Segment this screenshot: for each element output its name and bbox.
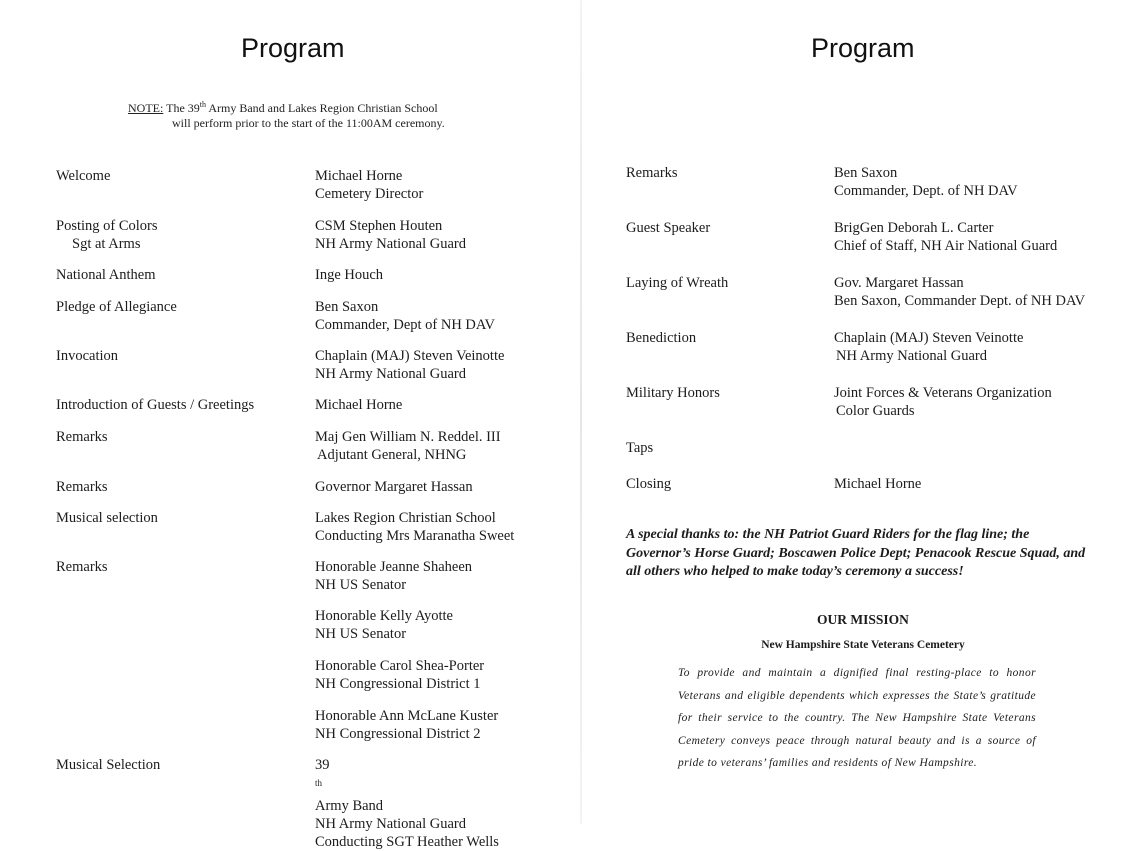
- value-line: Honorable Kelly Ayotte: [315, 608, 453, 624]
- program-item-value: [834, 274, 1085, 310]
- value-line: Commander, Dept. of NH DAV: [834, 183, 1018, 199]
- value-line: Governor Margaret Hassan: [315, 479, 473, 495]
- value-line: Ben Saxon: [834, 165, 898, 181]
- band-number-sup: th: [315, 778, 323, 788]
- program-item-label: Taps: [626, 440, 654, 456]
- program-item-label: Remarks: [56, 429, 108, 445]
- program-item-label: Guest Speaker: [626, 220, 711, 236]
- program-item-label: Invocation: [56, 348, 119, 364]
- program-item-value: [315, 217, 466, 253]
- value-line: NH Army National Guard: [315, 815, 467, 832]
- program-item-value: [315, 756, 499, 851]
- program-item-label: [56, 217, 158, 253]
- mission-heading: OUR MISSION: [817, 612, 909, 627]
- note-line1-start: The 39: [163, 101, 200, 115]
- value-line: Honorable Carol Shea-Porter: [315, 658, 485, 674]
- program-item-value: [315, 167, 423, 203]
- program-item-value: [834, 164, 1018, 200]
- program-item-value: [834, 475, 921, 493]
- value-line: Chaplain (MAJ) Steven Veinotte: [834, 330, 1024, 346]
- program-item-value: [315, 707, 498, 743]
- value-line: Ben Saxon, Commander Dept. of NH DAV: [834, 293, 1086, 309]
- value-line: Commander, Dept of NH DAV: [315, 317, 495, 333]
- value-line: NH Army National Guard: [315, 236, 467, 252]
- value-line: NH US Senator: [315, 577, 407, 593]
- value-line: [315, 756, 499, 815]
- value-line: NH Congressional District 1: [315, 676, 481, 692]
- value-line: Cemetery Director: [315, 186, 424, 202]
- mission-statement: To provide and maintain a dignified final resting-place to honor Veterans and eligible dependents which expresses the State’s gratitude for their service to the country. The New Hampshire State Veterans Cemetery conveys peace through natural beauty and is a source of pride to veterans’ families and residents of New Hampshire.: [678, 667, 1036, 769]
- value-line: NH Army National Guard: [315, 366, 467, 382]
- band-number: 39: [315, 757, 330, 773]
- program-item-value: [315, 347, 504, 383]
- value-line: Honorable Jeanne Shaheen: [315, 559, 473, 575]
- value-line: Conducting Mrs Maranatha Sweet: [315, 528, 515, 544]
- program-item-value: [315, 396, 402, 414]
- mission-subheading: New Hampshire State Veterans Cemetery: [761, 639, 965, 651]
- label-line: Sgt at Arms: [72, 236, 141, 252]
- page-title-left: Program: [241, 33, 345, 63]
- value-line: Gov. Margaret Hassan: [834, 275, 964, 291]
- value-line: Michael Horne: [315, 168, 403, 184]
- value-line: Honorable Ann McLane Kuster: [315, 708, 499, 724]
- program-item-value: [315, 478, 473, 496]
- program-item-value: [315, 558, 472, 594]
- program-item-label: Remarks: [626, 165, 678, 181]
- special-thanks: A special thanks to: the NH Patriot Guard Riders for the flag line; the Governor’s Horse Guard; Boscawen Police Dept; Penacook Rescue Squad, and all others who helped to make today’s ceremony a success!: [626, 527, 1086, 579]
- program-item-label: Welcome: [56, 168, 111, 184]
- value-line: Michael Horne: [834, 476, 922, 492]
- value-line: NH Congressional District 2: [315, 726, 481, 742]
- value-line: Conducting SGT Heather Wells: [315, 833, 499, 850]
- value-line: BrigGen Deborah L. Carter: [834, 220, 994, 236]
- value-line: CSM Stephen Houten: [315, 218, 443, 234]
- program-item-label: Musical selection: [56, 510, 158, 526]
- program-item-label: National Anthem: [56, 267, 156, 283]
- program-item-value: [834, 329, 1023, 365]
- page-title-right: Program: [811, 33, 915, 63]
- value-line: Chief of Staff, NH Air National Guard: [834, 238, 1058, 254]
- program-item-value: [315, 657, 484, 693]
- value-line: Inge Houch: [315, 267, 384, 283]
- value-line: Lakes Region Christian School: [315, 510, 496, 526]
- value-line: NH Army National Guard: [836, 348, 988, 364]
- performance-note: [128, 97, 445, 131]
- program-item-label: Laying of Wreath: [626, 275, 729, 291]
- value-line: Chaplain (MAJ) Steven Veinotte: [315, 348, 505, 364]
- band-name: Army Band: [315, 797, 384, 814]
- note-line1-end: Army Band and Lakes Region Christian School: [206, 101, 438, 115]
- value-line: Michael Horne: [315, 397, 403, 413]
- note-line1-sup: th: [199, 100, 207, 109]
- program-item-label: Benediction: [626, 330, 697, 346]
- program-item-value: [315, 509, 514, 545]
- value-line: Ben Saxon: [315, 299, 379, 315]
- label-line: Posting of Colors: [56, 218, 158, 234]
- value-line: Color Guards: [836, 403, 915, 419]
- program-item-value: [834, 384, 1052, 420]
- note-label: NOTE:: [128, 101, 164, 115]
- value-line: Adjutant General, NHNG: [317, 447, 467, 463]
- program-item-label: Military Honors: [626, 385, 720, 401]
- value-line: Joint Forces & Veterans Organization: [834, 385, 1052, 401]
- program-item-value: [315, 298, 495, 334]
- program-item-value: [315, 607, 453, 643]
- program-item-label: Pledge of Allegiance: [56, 299, 177, 315]
- value-line: Maj Gen William N. Reddel. III: [315, 429, 501, 445]
- program-item-label: Musical Selection: [56, 757, 161, 773]
- note-line2: will perform prior to the start of the 11:00AM ceremony.: [172, 116, 445, 130]
- program-item-value: [834, 219, 1057, 255]
- value-line: NH US Senator: [315, 626, 407, 642]
- program-item-label: Closing: [626, 476, 672, 492]
- program-item-value: [315, 266, 383, 284]
- program-item-value: [315, 428, 501, 464]
- program-item-label: Introduction of Guests / Greetings: [56, 397, 255, 413]
- program-item-label: Remarks: [56, 479, 108, 495]
- program-item-label: Remarks: [56, 559, 108, 575]
- right-page: [582, 0, 1130, 824]
